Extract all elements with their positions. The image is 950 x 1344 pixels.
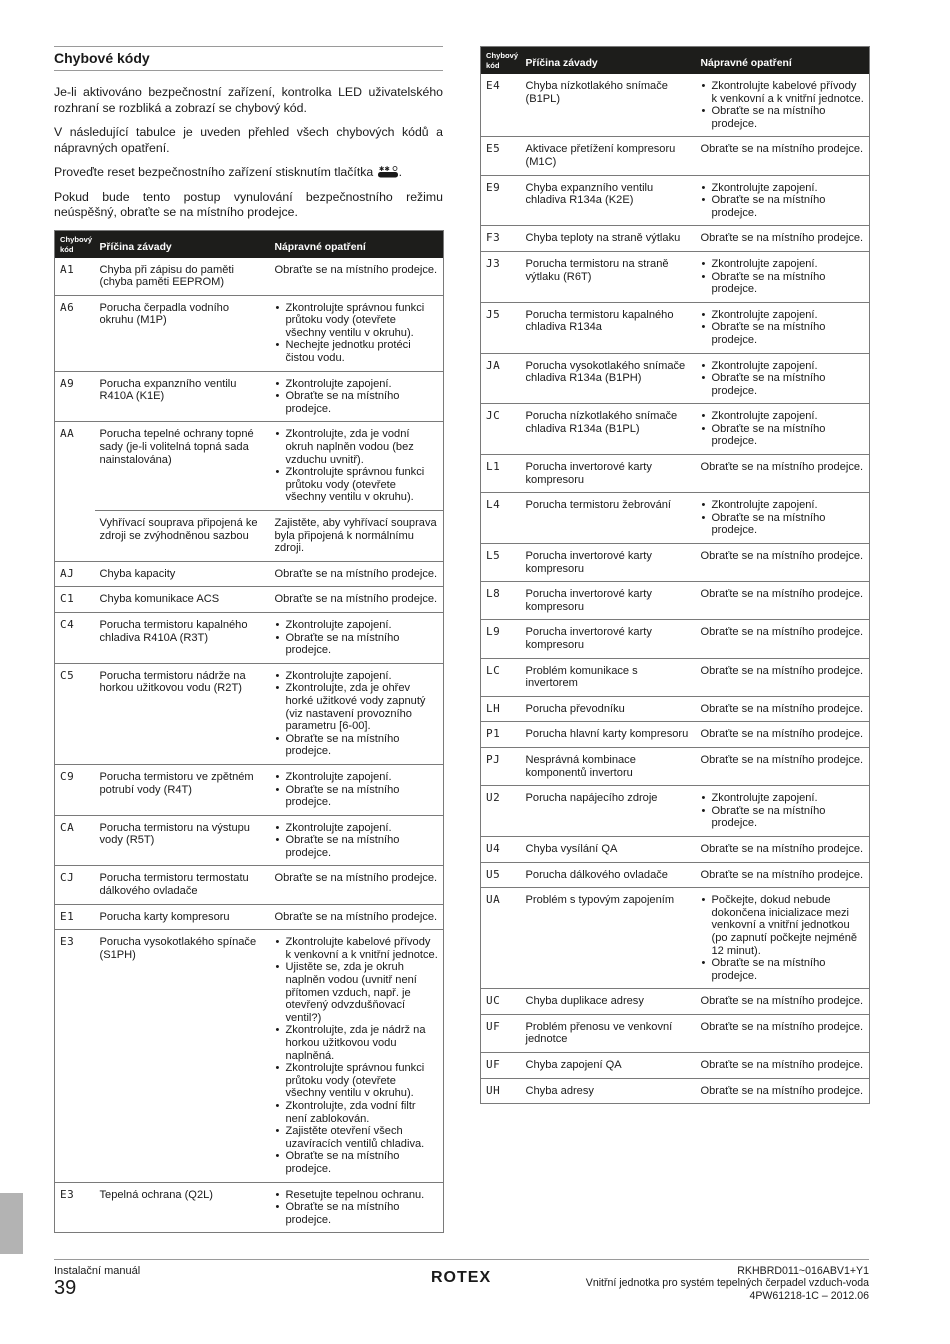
table-row: [481, 582, 870, 620]
error-code: JA: [481, 353, 521, 404]
action-item: • Zkontrolujte zapojení.: [275, 670, 440, 683]
error-cause: Nesprávná kombinace komponentů invertoru: [521, 747, 696, 785]
action-item: • Obraťte se na místního prodejce.: [275, 733, 440, 758]
table-row: [55, 1182, 444, 1233]
corrective-action: [696, 74, 870, 137]
side-tab: [0, 1193, 23, 1254]
overview-paragraph: V následující tabulce je uveden přehled všech chybových kódů a nápravných opatření.: [54, 125, 443, 155]
action-text: Zajistěte, aby vyhřívací souprava byla připojená k normálnímu zdroji.: [274, 517, 437, 555]
action-item: • Zkontrolujte, zda je ohřev horké užitkové vody zapnutý (viz nastavení provozního parametru [6-00].: [275, 682, 440, 732]
action-item: • Obraťte se na místního prodejce.: [275, 784, 440, 809]
corrective-action: [696, 175, 870, 226]
header-code: Chybový kód: [481, 47, 521, 75]
action-text: Obraťte se na místního prodejce.: [700, 588, 864, 601]
action-list: [275, 771, 440, 809]
error-code: C1: [55, 587, 95, 613]
action-item: • Zkontrolujte zapojení.: [701, 182, 866, 195]
table-row: [481, 74, 870, 137]
error-cause: Porucha termistoru ve zpětném potrubí vody (R4T): [95, 764, 270, 815]
error-cause: Chyba teploty na straně výtlaku: [521, 226, 696, 252]
table-row: [55, 930, 444, 1182]
error-cause: Porucha dálkového ovladače: [521, 862, 696, 888]
action-item: • Zkontrolujte zapojení.: [701, 792, 866, 805]
action-item: • Obraťte se na místního prodejce.: [275, 1150, 440, 1175]
header-cause: Příčina závady: [521, 47, 696, 75]
error-code: E3: [55, 1182, 95, 1233]
error-cause: Porucha napájecího zdroje: [521, 786, 696, 837]
corrective-action: [696, 1053, 870, 1079]
action-text: Obraťte se na místního prodejce.: [700, 995, 864, 1008]
action-text: Obraťte se na místního prodejce.: [700, 550, 864, 563]
error-cause: Porucha termistoru kapalného chladiva R410A (R3T): [95, 612, 270, 663]
action-item: • Zkontrolujte zapojení.: [275, 822, 440, 835]
action-item: • Obraťte se na místního prodejce.: [701, 423, 866, 448]
error-cause: Tepelná ochrana (Q2L): [95, 1182, 270, 1233]
footer-model: RKHBRD011~016ABV1+Y1: [737, 1265, 869, 1277]
error-code: LC: [481, 658, 521, 696]
error-code: A6: [55, 295, 95, 371]
table-row: [55, 295, 444, 371]
corrective-action: [696, 696, 870, 722]
table-row: [55, 764, 444, 815]
table-row: [481, 786, 870, 837]
corrective-action: [696, 353, 870, 404]
error-code: U4: [481, 836, 521, 862]
table-row: [481, 722, 870, 748]
table-row: [481, 302, 870, 353]
header-cause: Příčina závady: [95, 230, 270, 258]
action-item: • Zkontrolujte zapojení.: [701, 258, 866, 271]
error-cause: Chyba expanzního ventilu chladiva R134a (K2E): [521, 175, 696, 226]
table-header: [481, 47, 870, 75]
error-cause: Porucha nízkotlakého snímače chladiva R134a (B1PL): [521, 404, 696, 455]
table-row: [55, 511, 444, 562]
action-text: Obraťte se na místního prodejce.: [274, 593, 438, 606]
error-code: E9: [481, 175, 521, 226]
error-code: UC: [481, 989, 521, 1015]
corrective-action: [696, 251, 870, 302]
error-cause: Porucha termistoru žebrování: [521, 493, 696, 544]
action-item: • Obraťte se na místního prodejce.: [275, 1201, 440, 1226]
error-code: C5: [55, 663, 95, 764]
action-list: [275, 936, 440, 1175]
table-row: [481, 175, 870, 226]
action-text: Obraťte se na místního prodejce.: [700, 702, 864, 715]
action-item: • Obraťte se na místního prodejce.: [701, 512, 866, 537]
corrective-action: [696, 722, 870, 748]
corrective-action: [696, 1014, 870, 1052]
reset-paragraph: Proveďte reset bezpečnostního zařízení stisknutím tlačítka ✱✱ .: [54, 165, 403, 179]
error-code: A1: [55, 258, 95, 296]
corrective-action: [270, 295, 444, 371]
table-row: [481, 1078, 870, 1104]
table-row: [481, 353, 870, 404]
error-cause: Porucha termistoru na výstupu vody (R5T): [95, 815, 270, 866]
error-code: LH: [481, 696, 521, 722]
table-row: [481, 696, 870, 722]
error-cause: Porucha převodníku: [521, 696, 696, 722]
corrective-action: [696, 836, 870, 862]
corrective-action: [696, 404, 870, 455]
action-item: • Nechejte jednotku protéci čistou vodu.: [275, 339, 440, 364]
action-list: [275, 378, 440, 416]
corrective-action: [270, 904, 444, 930]
error-code: UF: [481, 1053, 521, 1079]
action-item: • Zajistěte otevření všech uzavíracích ventilů chladiva.: [275, 1125, 440, 1150]
error-cause: Problém s typovým zapojením: [521, 888, 696, 989]
error-code: U2: [481, 786, 521, 837]
action-list: [701, 182, 866, 220]
action-text: Obraťte se na místního prodejce.: [274, 910, 438, 923]
section-title: Chybové kódy: [54, 46, 443, 71]
error-code: J3: [481, 251, 521, 302]
corrective-action: [270, 422, 444, 511]
svg-text:✱✱: ✱✱: [378, 165, 390, 173]
action-item: • Obraťte se na místního prodejce.: [701, 321, 866, 346]
header-code: Chybový kód: [55, 230, 95, 258]
error-code: U5: [481, 862, 521, 888]
corrective-action: [270, 930, 444, 1182]
error-cause: Chyba duplikace adresy: [521, 989, 696, 1015]
error-cause: Porucha tepelné ochrany topné sady (je-li volitelná topná sada nainstalována): [95, 422, 270, 511]
corrective-action: [696, 862, 870, 888]
table-row: [481, 226, 870, 252]
error-code: PJ: [481, 747, 521, 785]
action-text: Obraťte se na místního prodejce.: [700, 1059, 864, 1072]
error-cause: Chyba při zápisu do paměti (chyba paměti EEPROM): [95, 258, 270, 296]
error-cause: Problém přenosu ve venkovní jednotce: [521, 1014, 696, 1052]
footer-docnum: 4PW61218-1C – 2012.06: [749, 1289, 869, 1302]
error-cause: Chyba zapojení QA: [521, 1053, 696, 1079]
error-cause: Porucha termistoru na straně výtlaku (R6T): [521, 251, 696, 302]
table-row: [55, 422, 444, 511]
action-item: • Obraťte se na místního prodejce.: [701, 194, 866, 219]
left-column: [54, 46, 443, 1233]
corrective-action: [696, 620, 870, 658]
error-code: F3: [481, 226, 521, 252]
table-row: [481, 251, 870, 302]
action-item: • Obraťte se na místního prodejce.: [701, 805, 866, 830]
action-item: • Ujistěte se, zda je okruh naplněn vodou (uvnitř není přítomen vzduch, např. je otevřený odvzdušňovací ventil?): [275, 961, 440, 1024]
action-text: Obraťte se na místního prodejce.: [700, 868, 864, 881]
table-row: [481, 862, 870, 888]
action-item: • Zkontrolujte správnou funkci průtoku vody (otevřete všechny ventilu v okruhu).: [275, 1062, 440, 1100]
corrective-action: [270, 866, 444, 904]
corrective-action: [270, 587, 444, 613]
action-item: • Zkontrolujte, zda je vodní okruh naplněn vodou (bez vzduchu uvnitř).: [275, 428, 440, 466]
corrective-action: [696, 989, 870, 1015]
action-item: • Zkontrolujte zapojení.: [701, 360, 866, 373]
action-item: • Počkejte, dokud nebude dokončena inicializace mezi venkovní a vnitřní jednotkou (po zapnutí počkejte nejméně 12 minut).: [701, 894, 866, 957]
action-text: Obraťte se na místního prodejce.: [700, 1084, 864, 1097]
error-code: E3: [55, 930, 95, 1182]
corrective-action: [696, 786, 870, 837]
error-code: E4: [481, 74, 521, 137]
corrective-action: [696, 747, 870, 785]
corrective-action: [270, 511, 444, 562]
action-item: • Zkontrolujte zapojení.: [701, 499, 866, 512]
error-cause: Chyba komunikace ACS: [95, 587, 270, 613]
action-text: Obraťte se na místního prodejce.: [274, 872, 438, 885]
error-code: C4: [55, 612, 95, 663]
error-code: L4: [481, 493, 521, 544]
action-item: • Zkontrolujte kabelové přívody k venkovní a k vnitřní jednotce.: [275, 936, 440, 961]
action-text: Obraťte se na místního prodejce.: [274, 567, 438, 580]
corrective-action: [696, 582, 870, 620]
action-list: [275, 1189, 440, 1227]
error-code: L8: [481, 582, 521, 620]
error-code: JC: [481, 404, 521, 455]
reset-text: Proveďte reset bezpečnostního zařízení stisknutím tlačítka: [54, 165, 374, 179]
action-item: • Obraťte se na místního prodejce.: [701, 105, 866, 130]
corrective-action: [696, 544, 870, 582]
action-item: • Zkontrolujte zapojení.: [701, 410, 866, 423]
corrective-action: [270, 371, 444, 422]
error-code: L5: [481, 544, 521, 582]
footer-manual: Instalační manuál: [54, 1265, 141, 1277]
error-code: L1: [481, 455, 521, 493]
error-code: E5: [481, 137, 521, 175]
action-text: Obraťte se na místního prodejce.: [700, 753, 864, 766]
corrective-action: [696, 1078, 870, 1104]
action-item: • Zkontrolujte, zda vodní filtr není zablokován.: [275, 1100, 440, 1125]
table-row: [481, 1014, 870, 1052]
action-text: Obraťte se na místního prodejce.: [700, 1020, 864, 1033]
table-row: [481, 1053, 870, 1079]
action-item: • Obraťte se na místního prodejce.: [701, 271, 866, 296]
action-item: • Obraťte se na místního prodejce.: [275, 390, 440, 415]
action-list: [701, 258, 866, 296]
action-list: [275, 822, 440, 860]
table-row: [481, 989, 870, 1015]
action-item: • Obraťte se na místního prodejce.: [701, 372, 866, 397]
action-item: • Obraťte se na místního prodejce.: [275, 632, 440, 657]
error-code: AJ: [55, 561, 95, 587]
corrective-action: [696, 658, 870, 696]
reset-button-icon: [377, 165, 399, 178]
error-cause: Porucha čerpadla vodního okruhu (M1P): [95, 295, 270, 371]
error-code: P1: [481, 722, 521, 748]
error-cause: Problém komunikace s invertorem: [521, 658, 696, 696]
action-text: Obraťte se na místního prodejce.: [700, 626, 864, 639]
intro-paragraph: Je-li aktivováno bezpečnostní zařízení, kontrolka LED uživatelského rozhraní se rozbliká a zobrazí se chybový kód.: [54, 85, 443, 115]
table-row: [481, 747, 870, 785]
table-row: [55, 612, 444, 663]
table-row: [55, 904, 444, 930]
error-cause: Porucha hlavní karty kompresoru: [521, 722, 696, 748]
corrective-action: [270, 258, 444, 296]
right-column: [480, 46, 869, 1104]
corrective-action: [696, 137, 870, 175]
error-cause: Porucha invertorové karty kompresoru: [521, 620, 696, 658]
error-cause: Porucha termistoru kapalného chladiva R134a: [521, 302, 696, 353]
corrective-action: [270, 663, 444, 764]
table-row: [55, 587, 444, 613]
action-text: Obraťte se na místního prodejce.: [700, 664, 864, 677]
action-item: • Zkontrolujte zapojení.: [701, 309, 866, 322]
table-row: [481, 137, 870, 175]
error-cause: Vyhřívací souprava připojená ke zdroji se zvýhodněnou sazbou: [95, 511, 270, 562]
error-cause: Porucha invertorové karty kompresoru: [521, 544, 696, 582]
table-row: [481, 455, 870, 493]
table-row: [55, 815, 444, 866]
action-list: [701, 80, 866, 130]
action-item: • Zkontrolujte zapojení.: [275, 771, 440, 784]
table-header: [55, 230, 444, 258]
corrective-action: [270, 815, 444, 866]
corrective-action: [696, 302, 870, 353]
error-code: C9: [55, 764, 95, 815]
table-row: [481, 836, 870, 862]
corrective-action: [696, 226, 870, 252]
action-list: [701, 360, 866, 398]
action-list: [701, 410, 866, 448]
action-text: Obraťte se na místního prodejce.: [700, 143, 864, 156]
table-row: [55, 561, 444, 587]
error-code: UA: [481, 888, 521, 989]
action-text: Obraťte se na místního prodejce.: [700, 842, 864, 855]
error-cause: Chyba kapacity: [95, 561, 270, 587]
error-code: E1: [55, 904, 95, 930]
corrective-action: [696, 455, 870, 493]
action-item: • Zkontrolujte kabelové přívody k venkovní a k vnitřní jednotce.: [701, 80, 866, 105]
error-code: A9: [55, 371, 95, 422]
action-list: [701, 792, 866, 830]
error-cause: Porucha termistoru termostatu dálkového ovladače: [95, 866, 270, 904]
action-item: • Zkontrolujte správnou funkci průtoku vody (otevřete všechny ventilu v okruhu).: [275, 302, 440, 340]
header-action: Nápravné opatření: [270, 230, 444, 258]
action-text: Obraťte se na místního prodejce.: [700, 461, 864, 474]
table-row: [481, 404, 870, 455]
error-cause: Porucha expanzního ventilu R410A (K1E): [95, 371, 270, 422]
error-cause: Porucha karty kompresoru: [95, 904, 270, 930]
action-item: • Zkontrolujte, zda je nádrž na horkou užitkovou vodu naplněná.: [275, 1024, 440, 1062]
error-cause: Porucha invertorové karty kompresoru: [521, 582, 696, 620]
page-number: 39: [54, 1277, 77, 1299]
action-list: [701, 894, 866, 982]
error-cause: Chyba vysílání QA: [521, 836, 696, 862]
error-code: CA: [55, 815, 95, 866]
table-row: [55, 866, 444, 904]
action-list: [275, 670, 440, 758]
action-list: [701, 309, 866, 347]
table-row: [481, 888, 870, 989]
table-row: [481, 658, 870, 696]
action-list: [275, 428, 440, 504]
error-code: UF: [481, 1014, 521, 1052]
action-text: Obraťte se na místního prodejce.: [274, 263, 438, 276]
error-code: CJ: [55, 866, 95, 904]
footer-description: Vnitřní jednotka pro systém tepelných čerpadel vzduch-voda: [585, 1277, 869, 1290]
error-cause: Porucha vysokotlakého snímače chladiva R134a (B1PH): [521, 353, 696, 404]
error-code: AA: [60, 427, 75, 441]
footer-info: [586, 1265, 869, 1302]
table-row: [55, 258, 444, 296]
table-row: [55, 663, 444, 764]
error-cause: Aktivace přetížení kompresoru (M1C): [521, 137, 696, 175]
corrective-action: [270, 1182, 444, 1233]
corrective-action: [270, 612, 444, 663]
error-code: L9: [481, 620, 521, 658]
action-item: • Zkontrolujte zapojení.: [275, 619, 440, 632]
error-cause: Porucha vysokotlakého spínače (S1PH): [95, 930, 270, 1182]
error-code: [55, 511, 95, 562]
footer-divider: [54, 1259, 869, 1260]
corrective-action: [270, 561, 444, 587]
contact-paragraph: Pokud bude tento postup vynulování bezpečnostního režimu neúspěšný, obraťte se na místního prodejce.: [54, 189, 443, 219]
action-item: • Obraťte se na místního prodejce.: [275, 834, 440, 859]
error-cause: Chyba nízkotlakého snímače (B1PL): [521, 74, 696, 137]
action-list: [275, 619, 440, 657]
action-item: • Resetujte tepelnou ochranu.: [275, 1189, 440, 1202]
action-item: • Zkontrolujte správnou funkci průtoku vody (otevřete všechny ventilu v okruhu).: [275, 466, 440, 504]
action-text: Obraťte se na místního prodejce.: [700, 728, 864, 741]
action-text: Obraťte se na místního prodejce.: [700, 232, 864, 245]
error-codes-table-left: [54, 230, 444, 1234]
corrective-action: [696, 888, 870, 989]
table-row: [481, 493, 870, 544]
corrective-action: [270, 764, 444, 815]
rotex-logo: ROTEX: [431, 1269, 492, 1286]
error-cause: Porucha invertorové karty kompresoru: [521, 455, 696, 493]
corrective-action: [696, 493, 870, 544]
action-item: • Zkontrolujte zapojení.: [275, 378, 440, 391]
error-cause: Chyba adresy: [521, 1078, 696, 1104]
header-action: Nápravné opatření: [696, 47, 870, 75]
error-codes-table-right: [480, 46, 870, 1104]
table-row: [55, 371, 444, 422]
error-code: J5: [481, 302, 521, 353]
error-cause: Porucha termistoru nádrže na horkou užitkovou vodu (R2T): [95, 663, 270, 764]
action-list: [275, 302, 440, 365]
action-list: [701, 499, 866, 537]
table-row: [481, 544, 870, 582]
error-code: UH: [481, 1078, 521, 1104]
action-item: • Obraťte se na místního prodejce.: [701, 957, 866, 982]
table-row: [481, 620, 870, 658]
